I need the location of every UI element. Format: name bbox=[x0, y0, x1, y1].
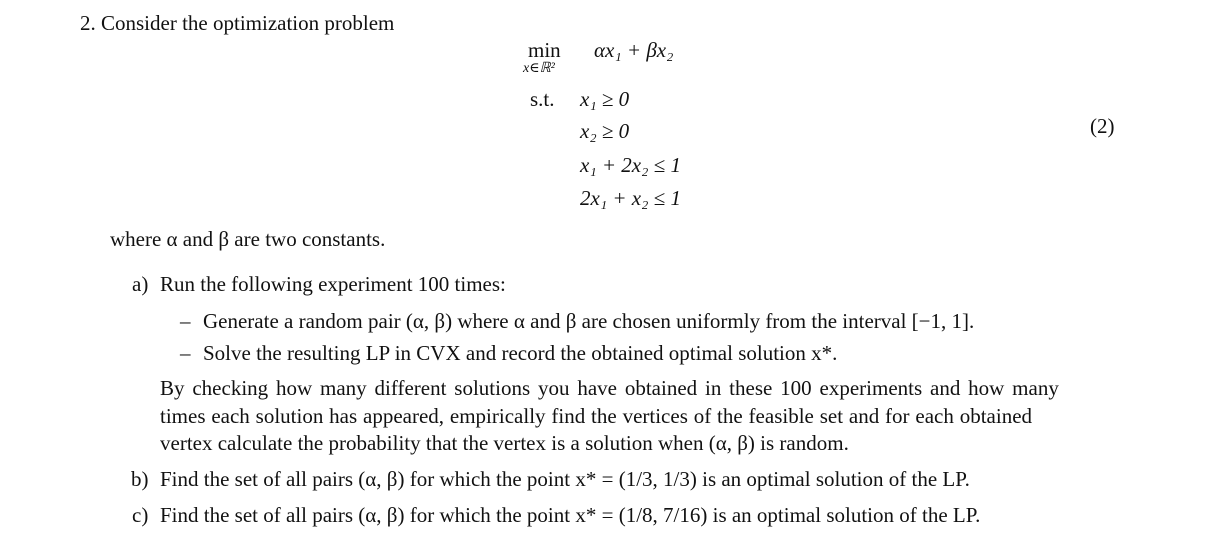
equation-number: (2) bbox=[1090, 114, 1115, 138]
problem-header bbox=[80, 13, 394, 34]
part-b-label: b) bbox=[131, 467, 149, 491]
bullet-dash: – bbox=[180, 341, 191, 365]
part-b-text: Find the set of all pairs (α, β) for which the point x* = (1/3, 1/3) is an optimal solution of the LP. bbox=[160, 467, 970, 491]
part-a-text: Run the following experiment 100 times: bbox=[160, 272, 506, 296]
part-a-label: a) bbox=[132, 272, 149, 296]
where-text: where α and β are two constants. bbox=[110, 227, 386, 251]
objective-operator: min bbox=[528, 38, 561, 62]
part-a-bullet-1: Generate a random pair (α, β) where α and β are chosen uniformly from the interval [−1, 1]. bbox=[203, 309, 975, 333]
constraint-3: x₁ + 2x₂ ≤ 1 bbox=[580, 153, 681, 177]
objective-expression: αx₁ + βx₂ bbox=[594, 38, 674, 62]
constraint-1: x₁ ≥ 0 bbox=[580, 87, 630, 111]
part-a-paragraph-line-2: times each solution has appeared, empirically find the vertices of the feasible set and for each obtained bbox=[160, 404, 1033, 428]
bullet-dash: – bbox=[180, 309, 191, 333]
part-a-paragraph-line-1: By checking how many different solutions you have obtained in these 100 experiments and how many bbox=[160, 376, 1059, 400]
constraint-2: x₂ ≥ 0 bbox=[580, 119, 630, 143]
part-a-bullet-2: Solve the resulting LP in CVX and record the obtained optimal solution x*. bbox=[203, 341, 838, 365]
part-c-label: c) bbox=[132, 503, 149, 527]
objective-domain: x∈ℝ² bbox=[523, 61, 555, 76]
subject-to-label: s.t. bbox=[530, 87, 555, 111]
problem-intro: Consider the optimization problem bbox=[101, 11, 395, 35]
part-c-text: Find the set of all pairs (α, β) for which the point x* = (1/8, 7/16) is an optimal solution of the LP. bbox=[160, 503, 981, 527]
constraint-4: 2x₁ + x₂ ≤ 1 bbox=[580, 186, 681, 210]
problem-number: 2. bbox=[80, 11, 96, 35]
part-a-paragraph-line-3: vertex calculate the probability that the vertex is a solution when (α, β) is random. bbox=[160, 431, 849, 455]
